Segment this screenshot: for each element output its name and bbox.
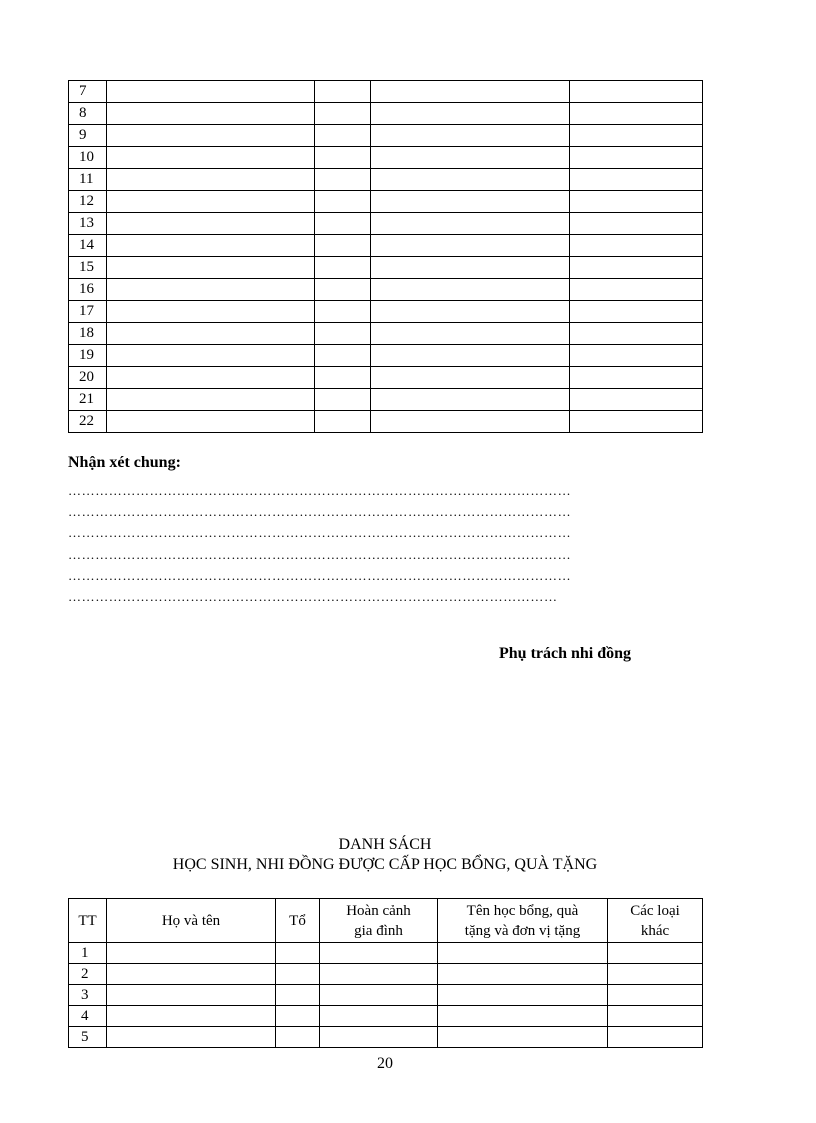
table-row bbox=[69, 147, 703, 169]
table-cell bbox=[315, 191, 371, 213]
table-cell bbox=[570, 125, 703, 147]
row-number: 19 bbox=[69, 345, 107, 367]
comment-dotted-line: ………………………………………………………………………………………………… bbox=[68, 546, 572, 562]
header-tt: TT bbox=[69, 899, 107, 943]
table-cell bbox=[371, 213, 570, 235]
table-cell bbox=[438, 1006, 608, 1027]
table-cell bbox=[107, 81, 315, 103]
table-cell bbox=[276, 943, 320, 964]
row-number: 7 bbox=[69, 81, 107, 103]
table-cell bbox=[107, 345, 315, 367]
row-number: 8 bbox=[69, 103, 107, 125]
table-row bbox=[69, 389, 703, 411]
table-cell bbox=[107, 411, 315, 433]
scholarship-table bbox=[68, 898, 703, 1048]
table-cell bbox=[107, 301, 315, 323]
table-cell bbox=[438, 943, 608, 964]
table-row bbox=[69, 257, 703, 279]
table-row bbox=[69, 191, 703, 213]
table-row bbox=[69, 1027, 703, 1048]
table-cell bbox=[371, 147, 570, 169]
table-cell bbox=[107, 985, 276, 1006]
table-cell bbox=[107, 213, 315, 235]
table-cell bbox=[320, 1027, 438, 1048]
signer-title: Phụ trách nhi đồng bbox=[499, 645, 632, 662]
table-cell bbox=[608, 1027, 703, 1048]
table-cell bbox=[570, 147, 703, 169]
table-cell bbox=[570, 389, 703, 411]
table-cell bbox=[570, 169, 703, 191]
table-cell bbox=[570, 213, 703, 235]
table-cell bbox=[438, 964, 608, 985]
table-cell bbox=[107, 389, 315, 411]
table-cell bbox=[608, 1006, 703, 1027]
table-cell bbox=[371, 169, 570, 191]
comment-dotted-line: ………………………………………………………………………………………………… bbox=[68, 483, 572, 498]
table-row bbox=[69, 301, 703, 323]
table-cell bbox=[315, 367, 371, 389]
table-cell bbox=[315, 103, 371, 125]
row-number: 5 bbox=[69, 1027, 107, 1048]
table-cell bbox=[570, 367, 703, 389]
top-table bbox=[68, 80, 703, 433]
table-cell bbox=[320, 985, 438, 1006]
row-number: 12 bbox=[69, 191, 107, 213]
table-cell bbox=[315, 147, 371, 169]
table-cell bbox=[570, 257, 703, 279]
comment-dotted-line: ………………………………………………………………………………………………… bbox=[68, 504, 572, 520]
table-cell bbox=[315, 389, 371, 411]
general-comments-label: Nhận xét chung: bbox=[68, 454, 181, 471]
table-cell bbox=[570, 81, 703, 103]
row-number: 21 bbox=[69, 389, 107, 411]
header-other: Các loại khác bbox=[608, 899, 703, 943]
table-cell bbox=[570, 301, 703, 323]
row-number: 11 bbox=[69, 169, 107, 191]
table-cell bbox=[570, 323, 703, 345]
header-name: Họ và tên bbox=[107, 899, 276, 943]
table-cell bbox=[107, 1006, 276, 1027]
table-cell bbox=[320, 1006, 438, 1027]
table-cell bbox=[371, 103, 570, 125]
row-number: 3 bbox=[69, 985, 107, 1006]
table-cell bbox=[371, 235, 570, 257]
table-cell bbox=[315, 301, 371, 323]
row-number: 15 bbox=[69, 257, 107, 279]
table-cell bbox=[371, 323, 570, 345]
row-number: 1 bbox=[69, 943, 107, 964]
row-number: 9 bbox=[69, 125, 107, 147]
table-row bbox=[69, 943, 703, 964]
row-number: 4 bbox=[69, 1006, 107, 1027]
table-cell bbox=[371, 367, 570, 389]
table-cell bbox=[315, 323, 371, 345]
table-cell bbox=[315, 345, 371, 367]
table-cell bbox=[570, 191, 703, 213]
table-row bbox=[69, 964, 703, 985]
table-row bbox=[69, 213, 703, 235]
table-row bbox=[69, 81, 703, 103]
table-cell bbox=[371, 125, 570, 147]
table-row bbox=[69, 985, 703, 1006]
table-cell bbox=[608, 964, 703, 985]
comment-dotted-line: ………………………………………………………………………………………………… bbox=[68, 525, 572, 541]
table-cell bbox=[107, 235, 315, 257]
header-family: Hoàn cảnh gia đình bbox=[320, 899, 438, 943]
comment-dotted-line: ……………………………………………………………………………………………… bbox=[68, 589, 558, 605]
table-cell bbox=[107, 943, 276, 964]
table-cell bbox=[570, 345, 703, 367]
table-cell bbox=[371, 301, 570, 323]
table-row bbox=[69, 169, 703, 191]
list-title: DANH SÁCH bbox=[338, 836, 432, 853]
table-row bbox=[69, 345, 703, 367]
table-cell bbox=[315, 169, 371, 191]
table-cell bbox=[315, 279, 371, 301]
table-cell bbox=[107, 323, 315, 345]
table-cell bbox=[371, 389, 570, 411]
row-number: 22 bbox=[69, 411, 107, 433]
table-row bbox=[69, 1006, 703, 1027]
table-row bbox=[69, 323, 703, 345]
table-cell bbox=[570, 103, 703, 125]
table-cell bbox=[608, 943, 703, 964]
table-row bbox=[69, 125, 703, 147]
table-row bbox=[69, 411, 703, 433]
table-cell bbox=[107, 103, 315, 125]
table-cell bbox=[107, 1027, 276, 1048]
table-cell bbox=[107, 125, 315, 147]
table-cell bbox=[107, 367, 315, 389]
table-cell bbox=[107, 191, 315, 213]
row-number: 17 bbox=[69, 301, 107, 323]
table-cell bbox=[315, 257, 371, 279]
table-cell bbox=[438, 1027, 608, 1048]
table-cell bbox=[276, 1027, 320, 1048]
table-cell bbox=[315, 213, 371, 235]
table-cell bbox=[276, 964, 320, 985]
table-cell bbox=[570, 411, 703, 433]
list-subtitle: HỌC SINH, NHI ĐỒNG ĐƯỢC CẤP HỌC BỔNG, QUÀ TẶNG bbox=[172, 856, 598, 873]
table-cell bbox=[107, 279, 315, 301]
table-cell bbox=[371, 81, 570, 103]
table-cell bbox=[320, 943, 438, 964]
table-cell bbox=[608, 985, 703, 1006]
table-row bbox=[69, 235, 703, 257]
table-cell bbox=[371, 279, 570, 301]
table-row bbox=[69, 279, 703, 301]
table-cell bbox=[570, 235, 703, 257]
row-number: 13 bbox=[69, 213, 107, 235]
header-scholarship: Tên học bổng, quà tặng và đơn vị tặng bbox=[438, 899, 608, 943]
table-cell bbox=[315, 125, 371, 147]
table-cell bbox=[371, 191, 570, 213]
table-cell bbox=[438, 985, 608, 1006]
table-row bbox=[69, 103, 703, 125]
comment-dotted-line: ………………………………………………………………………………………………… bbox=[68, 567, 572, 583]
scholarship-table-body bbox=[69, 943, 703, 1048]
row-number: 16 bbox=[69, 279, 107, 301]
row-number: 2 bbox=[69, 964, 107, 985]
table-cell bbox=[107, 147, 315, 169]
row-number: 18 bbox=[69, 323, 107, 345]
top-table-body bbox=[69, 81, 703, 433]
table-cell bbox=[315, 81, 371, 103]
table-cell bbox=[371, 411, 570, 433]
table-cell bbox=[107, 964, 276, 985]
row-number: 10 bbox=[69, 147, 107, 169]
table-cell bbox=[371, 345, 570, 367]
table-cell bbox=[320, 964, 438, 985]
row-number: 20 bbox=[69, 367, 107, 389]
header-row bbox=[69, 899, 703, 943]
table-cell bbox=[315, 411, 371, 433]
table-row bbox=[69, 367, 703, 389]
comment-lines bbox=[68, 480, 708, 607]
page-number: 20 bbox=[377, 1055, 393, 1072]
table-cell bbox=[570, 279, 703, 301]
table-cell bbox=[371, 257, 570, 279]
table-cell bbox=[315, 235, 371, 257]
header-group: Tổ bbox=[276, 899, 320, 943]
row-number: 14 bbox=[69, 235, 107, 257]
table-cell bbox=[276, 985, 320, 1006]
table-cell bbox=[107, 257, 315, 279]
table-cell bbox=[276, 1006, 320, 1027]
table-cell bbox=[107, 169, 315, 191]
